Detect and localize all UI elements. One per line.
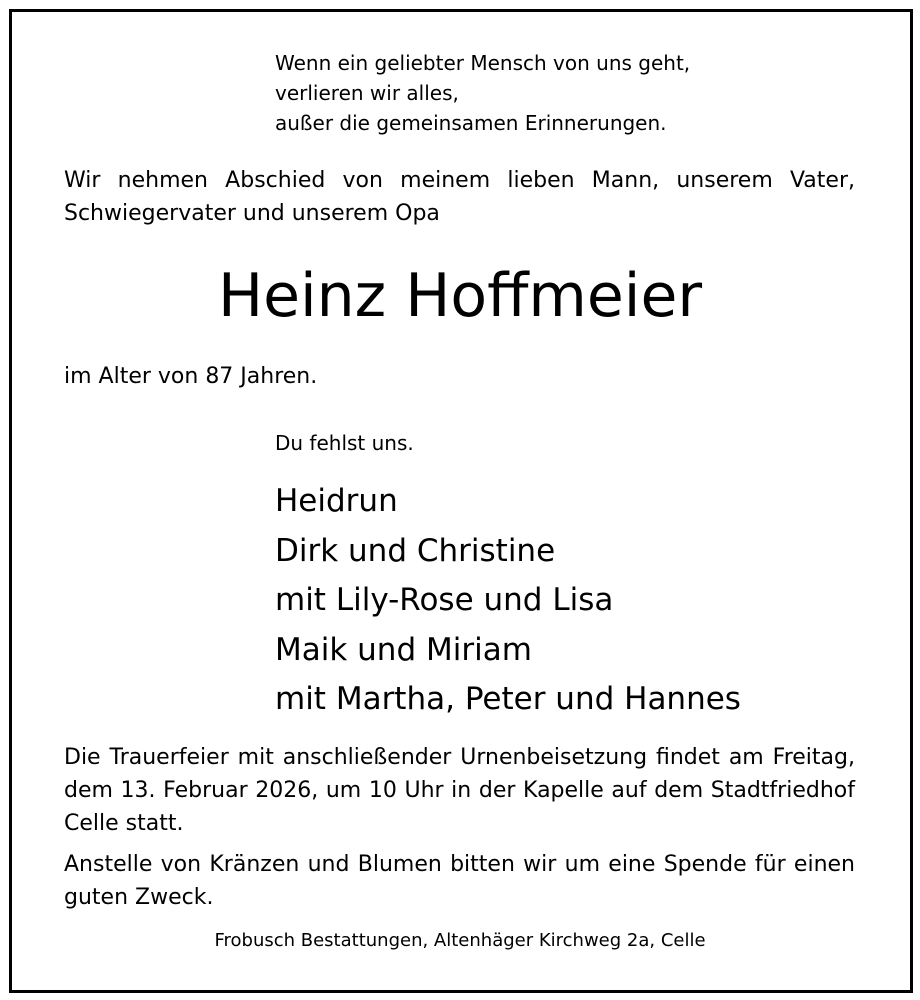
motto-line: Wenn ein geliebter Mensch von uns geht, [275, 51, 691, 75]
farewell-intro: Wir nehmen Abschied von meinem lieben Mann, unserem Vater, Schwiegervater und unserem Opa [64, 168, 855, 226]
funeral-home-info: Frobusch Bestattungen, Altenhäger Kirchweg 2a, Celle [214, 930, 706, 951]
mourner-line: mit Lily-Rose und Lisa [275, 582, 614, 618]
mourner-line: Maik und Miriam [275, 631, 532, 668]
motto-verse [275, 48, 690, 138]
donation-request: Anstelle von Kränzen und Blumen bitten wir um eine Spende für einen guten Zweck. [64, 852, 855, 910]
mourner-list [275, 477, 741, 725]
deceased-name: Heinz Hoffmeier [217, 261, 703, 331]
deceased-age: im Alter von 87 Jahren. [64, 364, 318, 389]
service-details: Die Trauerfeier mit anschließender Urnenbeisetzung findet am Freitag, dem 13. Februar 2026, um 10 Uhr in der Kapelle auf dem Stadtfriedhof Celle statt. [64, 745, 855, 836]
mourner-line: mit Martha, Peter und Hannes [275, 681, 741, 717]
mourner-note: Du fehlst uns. [275, 431, 414, 455]
mourner-line: Heidrun [275, 483, 398, 519]
motto-line: verlieren wir alles, [275, 81, 459, 105]
motto-line: außer die gemeinsamen Erinnerungen. [275, 111, 667, 135]
mourner-line: Dirk und Christine [275, 532, 556, 569]
